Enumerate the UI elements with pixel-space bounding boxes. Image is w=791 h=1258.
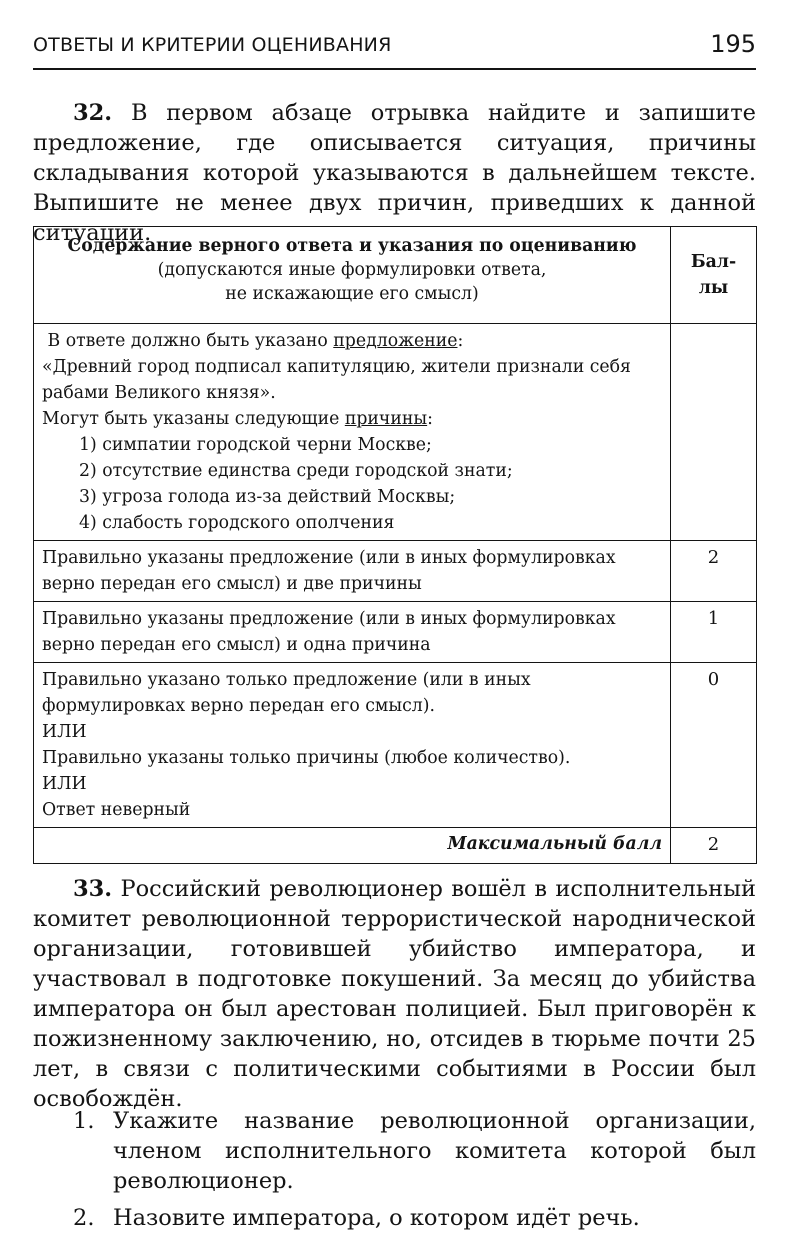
question-33-tasks (73, 1106, 756, 1240)
zero-line-2: Правильно указаны только причины (любое количество). (42, 748, 571, 768)
answer-content-cell (34, 324, 671, 541)
header-bold-line: Содержание верного ответа и указания по оцениванию (67, 236, 637, 256)
grading-table (33, 226, 757, 864)
table-header-content (34, 227, 671, 324)
reason-item: 2) отсутствие единства среди городской знати; (79, 461, 513, 481)
header-title: ОТВЕТЫ И КРИТЕРИИ ОЦЕНИВАНИЯ (33, 34, 392, 56)
max-score-label: Максимальный балл (34, 828, 671, 864)
answer-intro: В ответе должно быть указано предложение: (47, 331, 464, 351)
task-text: Назовите императора, о котором идёт речь. (113, 1205, 640, 1231)
table-header-score (671, 227, 757, 324)
answer-quote: «Древний город подписал капитуляцию, жители признали себя рабами Великого князя». (42, 357, 631, 403)
reason-item: 1) симпатии городской черни Москве; (79, 435, 432, 455)
task-text: Укажите название революционной организации, членом исполнительного комитета которой был революционер. (113, 1108, 756, 1194)
score-header-line-1: Бал- (690, 252, 737, 272)
question-text: В первом абзаце отрывка найдите и запишите предложение, где описывается ситуация, причины складывания которой указываются в дальнейшем тексте. Выпишите не менее двух причин, приведших к данной ситуации. (33, 100, 756, 246)
header-line-3: не искажающие его смысл) (225, 284, 479, 304)
criteria-score: 2 (671, 541, 757, 602)
question-paragraph (33, 874, 756, 1114)
table-row (34, 602, 757, 663)
max-score-value: 2 (671, 828, 757, 864)
question-number: 32. (73, 100, 113, 126)
table-header-row (34, 227, 757, 324)
criteria-text: Правильно указаны предложение (или в иных формулировках верно передан его смысл) и две причины (34, 541, 671, 602)
task-number: 1. (73, 1108, 95, 1134)
list-item (73, 1106, 756, 1196)
zero-line-1: Правильно указано только предложение (или в иных формулировках верно передан его смысл). (42, 670, 531, 716)
table-row-max (34, 828, 757, 864)
or-label: ИЛИ (42, 774, 87, 794)
zero-line-3: Ответ неверный (42, 800, 191, 820)
task-number: 2. (73, 1205, 95, 1231)
or-label: ИЛИ (42, 722, 87, 742)
page-number: 195 (710, 30, 756, 58)
reason-item: 3) угроза голода из-за действий Москвы; (79, 487, 456, 507)
list-item (73, 1203, 756, 1233)
score-header-line-2: лы (698, 278, 729, 298)
question-number: 33. (73, 876, 113, 902)
table-row (34, 663, 757, 828)
page-header (33, 28, 756, 70)
header-line-2: (допускаются иные формулировки ответа, (157, 260, 547, 280)
reason-item: 4) слабость городского ополчения (79, 513, 395, 533)
question-33 (33, 874, 756, 1114)
table-row (34, 541, 757, 602)
criteria-text-zero (34, 663, 671, 828)
criteria-score: 1 (671, 602, 757, 663)
reasons-intro: Могут быть указаны следующие причины: (42, 409, 433, 429)
table-row-answer-content (34, 324, 757, 541)
answer-content-score-cell (671, 324, 757, 541)
question-text: Российский революционер вошёл в исполнительный комитет революционной террористической народнической организации, готовившей убийство императора, и участвовал в подготовке покушений. За месяц до убийства императора он был арестован полицией. Был приговорён к пожизненному заключению, но, отсидев в тюрьме почти 25 лет, в связи с политическими событиями в России был освобождён. (33, 876, 756, 1112)
criteria-text: Правильно указаны предложение (или в иных формулировках верно передан его смысл) и одна причина (34, 602, 671, 663)
criteria-score: 0 (671, 663, 757, 828)
